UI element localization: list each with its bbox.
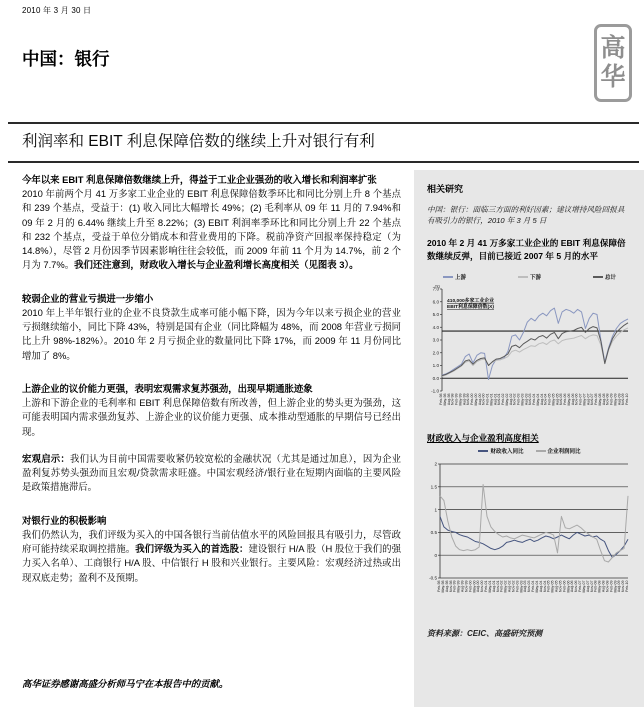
logo-char-bottom: 华: [600, 63, 626, 91]
section-paragraph: 上游和下游企业的毛利率和 EBIT 利息保障倍数有所改善，但上游企业的势头更为强劲，这可能表明国内需求强劲复苏、上游企业的议价能力更强、成本推动型通胀的早期信号已经出现。: [22, 396, 401, 437]
related-research-heading: 相关研究: [427, 184, 464, 194]
x-tick-label: Feb-03: [516, 393, 521, 405]
section-paragraph: [22, 452, 401, 495]
x-tick-label: May-09: [613, 580, 618, 593]
x-tick-label: Aug-99: [460, 580, 465, 593]
x-tick-label: Aug-00: [476, 580, 481, 593]
x-tick-label: Aug-03: [524, 393, 529, 406]
x-tick-label: Nov-06: [574, 580, 579, 593]
x-tick-label: May-98: [440, 580, 445, 593]
x-tick-label: Aug-99: [462, 393, 467, 406]
x-tick-label: Aug-06: [570, 393, 575, 406]
legend-item-企业利润同比: [536, 447, 581, 455]
x-tick-label: May-01: [489, 393, 494, 406]
x-tick-label: Aug-03: [523, 580, 528, 593]
x-tick-label: Nov-99: [464, 580, 469, 593]
x-tick-label: Feb-00: [468, 580, 473, 592]
acknowledgement-note: 高华证券感谢高盛分析师马宁在本报告中的贡献。: [22, 678, 229, 689]
y-tick-label: 0: [434, 552, 437, 558]
x-tick-label: Nov-08: [605, 580, 610, 593]
section-macro-implication: [22, 452, 401, 495]
x-tick-label: Nov-00: [480, 580, 485, 593]
x-tick-label: Feb-98: [437, 580, 441, 592]
series-line-财政收入同比: [440, 516, 628, 557]
x-tick-label: Feb-10: [625, 393, 629, 405]
source-note: 资料来源：CEIC、高盛研究预测: [427, 629, 543, 638]
paragraph-bold-text: 我们还注意到，财政收入增长与企业盈利增长高度相关（见图表 3）。: [74, 259, 359, 271]
x-tick-label: Nov-01: [495, 580, 500, 593]
x-tick-label: Nov-02: [511, 580, 516, 593]
x-tick-label: Nov-02: [512, 393, 517, 406]
header-rule-bottom: [8, 161, 639, 163]
ebit-coverage-chart: [427, 272, 632, 424]
x-tick-label: Aug-02: [507, 580, 512, 593]
x-tick-label: Feb-06: [563, 393, 567, 405]
header-rule-top: [8, 122, 639, 124]
x-tick-label: Nov-09: [621, 393, 626, 406]
x-tick-label: Aug-01: [491, 580, 496, 593]
legend-label: 上游: [455, 275, 467, 281]
paragraph-text: 2010 年前两个月 41 万多家工业企业的 EBIT 利息保障倍数季环比和同比分别上升 8 个基点和 239 个基点，受益于：(1) 收入同比大幅增长 49%；(2) 毛利率从 09 年 11 月的 7.94%和 09 年 2 月的 6.44% 继续上升至 8.22%；(3) EBIT 利润率季环比和同比分别上升 22 个基点和 232 个基点，受益于单位分销成本和营业费用的下降。税前净资产回报率保持稳定（为 14.8%），尽管 2 月份因季节因素影响往往会较低，而 2009 年前 11 个月为 14.7%，前 2 个月为 7.7%。: [22, 188, 401, 271]
legend-item-上游: [443, 273, 466, 281]
x-tick-label: May-02: [503, 580, 508, 593]
x-tick-label: Nov-98: [448, 580, 453, 593]
series-line-企业利润同比: [440, 485, 628, 563]
legend-swatch: [536, 450, 546, 452]
x-tick-label: Feb-99: [454, 393, 459, 405]
x-tick-label: Feb-05: [547, 393, 552, 405]
x-tick-label: Aug-04: [538, 580, 543, 593]
y-tick-label: 7.0: [432, 286, 439, 292]
y-tick-label: 5.0: [432, 312, 439, 318]
chart1-legend: [427, 272, 632, 282]
y-tick-label: 0.0: [432, 375, 439, 381]
x-tick-label: May-04: [535, 393, 540, 406]
chart1-title: 2010 年 2 月 41 万多家工业企业的 EBIT 利息保障倍数继续反弹，目前已接近 2007 年 5 月的水平: [427, 238, 626, 261]
legend-swatch: [443, 276, 453, 278]
x-tick-label: Aug-98: [444, 580, 449, 593]
section-paragraph: [22, 187, 401, 273]
x-tick-label: Nov-05: [558, 580, 563, 593]
x-tick-label: Nov-99: [466, 393, 471, 406]
x-tick-label: May-05: [551, 393, 556, 406]
x-tick-label: May-99: [458, 393, 463, 406]
section-weak-enterprises: [22, 291, 401, 363]
report-date: 2010 年 3 月 30 日: [22, 6, 92, 15]
x-tick-label: Nov-03: [528, 393, 533, 406]
x-tick-label: May-03: [519, 580, 524, 593]
paragraph-text: 我们仍然认为，我们评级为买入的中国各银行当前估值水平的风险回报具有吸引力，尽管政府可能持续采取调控措施。: [22, 528, 401, 555]
x-tick-label: Feb-01: [484, 580, 488, 592]
y-tick-label: 1.0: [432, 363, 439, 369]
x-tick-label: Aug-09: [617, 393, 622, 406]
x-tick-label: Feb-10: [625, 580, 629, 592]
paragraph-bold-lead: 宏观启示：: [22, 452, 70, 464]
y-tick-label: -1.0: [431, 388, 439, 394]
x-tick-label: Aug-06: [570, 580, 575, 593]
x-tick-label: Feb-08: [594, 393, 598, 405]
section-paragraph: [22, 528, 401, 585]
chart2-heading: 财政收入与企业盈利高度相关: [427, 433, 539, 443]
x-tick-label: Nov-08: [605, 393, 610, 406]
related-research-item[interactable]: 中国：银行：面临三方面的利好因素；建议增持风险回报具有吸引力的银行，2010 年 3 月 5 日: [427, 205, 625, 225]
legend-label: 下游: [529, 275, 541, 281]
x-tick-label: Feb-04: [531, 580, 535, 592]
chart-annotation: 410,000多家工业企业: [447, 299, 495, 304]
y-tick-label: 6.0: [432, 299, 439, 305]
article-body: [22, 172, 401, 603]
x-tick-label: Nov-06: [574, 393, 579, 406]
x-tick-label: May-98: [442, 393, 447, 406]
section-upstream-pricing: [22, 381, 401, 439]
x-tick-label: May-02: [504, 393, 509, 406]
y-tick-label: 1: [434, 507, 437, 513]
x-tick-label: Aug-05: [554, 580, 559, 593]
x-tick-label: Feb-05: [546, 580, 551, 592]
legend-label: 财政收入同比: [490, 449, 524, 455]
legend-item-总计: [593, 273, 616, 281]
x-tick-label: Feb-98: [439, 393, 443, 405]
paragraph-text: 我们认为目前中国需要收紧仍较宽松的金融状况（尤其是通过加息），因为企业盈利复苏势头强劲而且宏观/贷款需求旺盛。中国宏观经济/银行业在短期内面临的主要风险是政策措施滞后。: [22, 452, 401, 493]
fiscal-profit-chart: [427, 446, 632, 612]
x-tick-label: May-08: [597, 580, 602, 593]
x-tick-label: Aug-98: [446, 393, 451, 406]
x-tick-label: May-05: [550, 580, 555, 593]
x-tick-label: Feb-99: [452, 580, 457, 592]
section-banking-impact: [22, 513, 401, 585]
legend-item-财政收入同比: [478, 447, 523, 455]
x-tick-label: Nov-98: [450, 393, 455, 406]
x-tick-label: Feb-00: [470, 393, 474, 405]
paragraph-bold-text: 我们评级为买入的首选股：: [135, 543, 249, 555]
x-tick-label: May-04: [534, 580, 539, 593]
y-tick-label: 2: [434, 461, 437, 467]
x-tick-label: May-99: [456, 580, 461, 593]
related-research-sidebar: [414, 170, 644, 707]
section-heading: 今年以来 EBIT 利息保障倍数继续上升，得益于工业企业强劲的收入增长和利润率扩张: [22, 174, 377, 185]
x-tick-label: Aug-08: [601, 580, 606, 593]
legend-swatch: [478, 450, 488, 452]
x-tick-label: Aug-08: [601, 393, 606, 406]
section-ebit-coverage: [22, 172, 401, 273]
section-heading: 上游企业的议价能力更强，表明宏观需求复苏强劲，出现早期通胀迹象: [22, 382, 313, 394]
paragraph-text: 建设银行 H/A 股（H 股位于我们的强力买入名单）、工商银行 H/A 股、中信银行 H 股和兴业银行。主要风险：宏观经济过热或出现双底走势；盈利不及预期。: [22, 543, 401, 583]
x-tick-label: May-03: [520, 393, 525, 406]
y-tick-label: -0.5: [429, 575, 437, 581]
x-tick-label: May-00: [472, 580, 477, 593]
x-tick-label: Feb-07: [578, 580, 582, 592]
x-tick-label: Nov-04: [542, 580, 547, 593]
chart-annotation: EBIT利息保障倍数(X): [447, 305, 495, 311]
y-tick-label: 0.5: [430, 530, 437, 536]
x-tick-label: May-06: [566, 393, 571, 406]
legend-label: 总计: [604, 275, 616, 281]
x-tick-label: Aug-00: [477, 393, 482, 406]
x-tick-label: Feb-01: [485, 393, 490, 405]
x-tick-label: Aug-04: [539, 393, 544, 406]
x-tick-label: Nov-07: [590, 393, 595, 406]
x-tick-label: Feb-04: [532, 393, 536, 405]
gaohua-logo: [594, 24, 632, 102]
x-tick-label: Feb-03: [515, 580, 520, 592]
chart2-legend: [427, 446, 632, 456]
x-tick-label: May-07: [582, 393, 587, 406]
x-tick-label: Aug-01: [493, 393, 498, 406]
x-tick-label: Feb-09: [609, 580, 614, 592]
x-tick-label: Aug-07: [586, 393, 591, 406]
x-tick-label: Aug-02: [508, 393, 513, 406]
x-tick-label: Nov-07: [589, 580, 594, 593]
x-tick-label: Nov-05: [559, 393, 564, 406]
fiscal-profit-chart-svg: [427, 456, 631, 612]
section-paragraph: 2010 年上半年银行业的企业不良贷款生成率可能小幅下降，因为今年以来亏损企业的营业亏损继续缩小，同比下降 43%，特别是国有企业（同比降幅为 48%，而 2008 年营业亏损同比上升 98%-182%）。2010 年 2 月亏损企业的数量同比下降 17%，而 2009 年 11 月份同比增加了 8%。: [22, 306, 401, 361]
legend-swatch: [593, 276, 603, 278]
y-tick-label: 1.5: [430, 484, 437, 490]
x-tick-label: Aug-07: [585, 580, 590, 593]
x-tick-label: Nov-03: [527, 580, 532, 593]
legend-swatch: [518, 276, 528, 278]
x-tick-label: Nov-04: [543, 393, 548, 406]
section-heading: 较弱企业的营业亏损进一步缩小: [22, 292, 154, 304]
ebit-coverage-chart-svg: [427, 282, 631, 424]
report-headline: 利润率和 EBIT 利息保障倍数的继续上升对银行有利: [22, 133, 375, 150]
x-tick-label: Feb-02: [501, 393, 505, 405]
y-tick-label: 2.0: [432, 350, 439, 356]
x-tick-label: Aug-05: [555, 393, 560, 406]
x-tick-label: Feb-02: [499, 580, 504, 592]
legend-label: 企业利润同比: [547, 449, 581, 455]
x-tick-label: Feb-08: [593, 580, 598, 592]
x-tick-label: May-01: [487, 580, 492, 593]
x-tick-label: May-07: [581, 580, 586, 593]
x-tick-label: May-00: [473, 393, 478, 406]
section-heading: 对银行业的积极影响: [22, 514, 107, 526]
legend-item-下游: [518, 273, 541, 281]
x-tick-label: May-06: [566, 580, 571, 593]
y-tick-label: 3.0: [432, 337, 439, 343]
x-tick-label: Aug-09: [617, 580, 622, 593]
x-tick-label: May-09: [613, 393, 618, 406]
x-tick-label: Feb-09: [609, 393, 614, 405]
x-tick-label: Nov-01: [497, 393, 502, 406]
x-tick-label: May-08: [597, 393, 602, 406]
x-tick-label: Feb-06: [562, 580, 567, 592]
y-axis-unit: (X): [434, 283, 440, 289]
x-tick-label: Feb-07: [578, 393, 583, 405]
x-tick-label: Nov-00: [481, 393, 486, 406]
logo-char-top: 高: [600, 34, 626, 62]
page-title: 中国：银行: [22, 49, 110, 69]
x-tick-label: Nov-09: [621, 580, 626, 593]
y-tick-label: 4.0: [432, 324, 439, 330]
